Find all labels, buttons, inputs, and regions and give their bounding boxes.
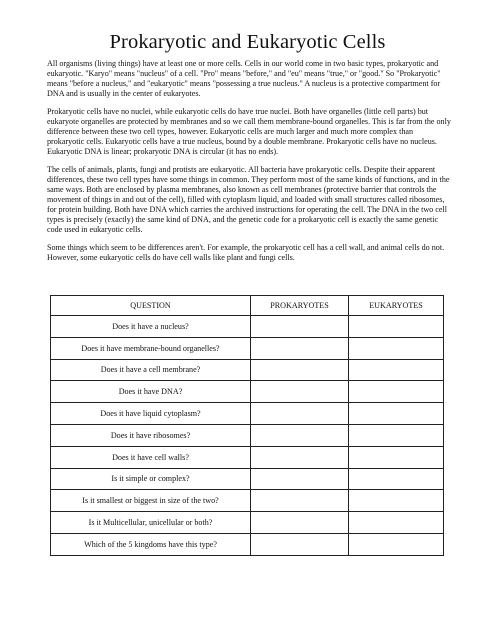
header-question: QUESTION	[51, 296, 251, 316]
table-row	[51, 424, 444, 446]
prokaryote-answer-cell[interactable]	[251, 468, 349, 490]
eukaryote-answer-cell[interactable]	[349, 316, 444, 338]
table-row	[51, 533, 444, 555]
table-row	[51, 337, 444, 359]
prokaryote-answer-cell[interactable]	[251, 533, 349, 555]
question-cell: Which of the 5 kingdoms have this type?	[51, 533, 251, 555]
prokaryote-answer-cell[interactable]	[251, 490, 349, 512]
table-row	[51, 512, 444, 534]
eukaryote-answer-cell[interactable]	[349, 403, 444, 425]
prokaryote-answer-cell[interactable]	[251, 359, 349, 381]
prokaryote-answer-cell[interactable]	[251, 424, 349, 446]
eukaryote-answer-cell[interactable]	[349, 490, 444, 512]
question-cell: Does it have liquid cytoplasm?	[51, 403, 251, 425]
table-row	[51, 468, 444, 490]
eukaryote-answer-cell[interactable]	[349, 446, 444, 468]
table-row	[51, 359, 444, 381]
question-cell: Is it Multicellular, unicellular or both?	[51, 512, 251, 534]
paragraph-similarities: The cells of animals, plants, fungi and protists are eukaryotic. All bacteria have prokaryotic cells. Despite their apparent differences, these two cell types have some things in common. They perform most of the same kinds of functions, and in the same ways. Both are enclosed by plasma membranes, also known as cell membranes (protective barrier that controls the movement of things in and out of the cell), filled with cytoplasm liquid, and loaded with small structures called ribosomes, for protein building. Both have DNA which carries the archived instructions for operating the cell. The DNA in the two cell types is precisely (exactly) the same kind of DNA, and the genetic code for a prokaryotic cell is exactly the same genetic code used in eukaryotic cells.	[47, 165, 450, 234]
prokaryote-answer-cell[interactable]	[251, 446, 349, 468]
eukaryote-answer-cell[interactable]	[349, 337, 444, 359]
eukaryote-answer-cell[interactable]	[349, 424, 444, 446]
question-cell: Is it simple or complex?	[51, 468, 251, 490]
header-eukaryotes: EUKARYOTES	[349, 296, 444, 316]
header-prokaryotes: PROKARYOTES	[251, 296, 349, 316]
eukaryote-answer-cell[interactable]	[349, 533, 444, 555]
paragraph-cell-walls: Some things which seem to be differences aren't. For example, the prokaryotic cell has a cell wall, and animal cells do not. However, some eukaryotic cells do have cell walls like plant and fungi cells.	[47, 243, 445, 262]
question-cell: Is it smallest or biggest in size of the two?	[51, 490, 251, 512]
question-cell: Does it have ribosomes?	[51, 424, 251, 446]
prokaryote-answer-cell[interactable]	[251, 381, 349, 403]
table-row	[51, 446, 444, 468]
intro-text	[47, 59, 452, 271]
question-cell: Does it have membrane-bound organelles?	[51, 337, 251, 359]
table-row	[51, 490, 444, 512]
paragraph-definitions: All organisms (living things) have at least one or more cells. Cells in our world come in two basic types, prokaryotic and eukaryotic. "Karyo" means "nucleus" of a cell. "Pro" means "before," and "eu" means "true," or "good." So "Prokaryotic" means "before a nucleus," and "eukaryotic" means "possessing a true nucleus." A nucleus is a protective compartment for DNA and is usually in the center of eukaryotes.	[47, 59, 441, 98]
prokaryote-answer-cell[interactable]	[251, 337, 349, 359]
page-title: Prokaryotic and Eukaryotic Cells	[109, 31, 386, 53]
prokaryote-answer-cell[interactable]	[251, 316, 349, 338]
question-cell: Does it have cell walls?	[51, 446, 251, 468]
question-cell: Does it have a nucleus?	[51, 316, 251, 338]
prokaryote-answer-cell[interactable]	[251, 512, 349, 534]
eukaryote-answer-cell[interactable]	[349, 381, 444, 403]
table-header-row	[51, 296, 444, 316]
eukaryote-answer-cell[interactable]	[349, 468, 444, 490]
comparison-table	[50, 295, 444, 556]
paragraph-differences: Prokaryotic cells have no nuclei, while eukaryotic cells do have true nuclei. Both have organelles (little cell parts) but eukaryote organelles are protected by membranes and so we call them membrane-bound organelles. This is far from the only difference between these two cell types, however. Eukaryotic cells are much larger and much more complex than prokaryotic cells. Eukaryotic cells have a true nucleus, bound by a double membrane. Prokaryotic cells have no nucleus. Eukaryotic DNA is linear; prokaryotic DNA is circular (it has no ends).	[47, 107, 451, 156]
table-row	[51, 403, 444, 425]
table-row	[51, 381, 444, 403]
table-row	[51, 316, 444, 338]
question-cell: Does it have a cell membrane?	[51, 359, 251, 381]
eukaryote-answer-cell[interactable]	[349, 512, 444, 534]
eukaryote-answer-cell[interactable]	[349, 359, 444, 381]
prokaryote-answer-cell[interactable]	[251, 403, 349, 425]
question-cell: Does it have DNA?	[51, 381, 251, 403]
